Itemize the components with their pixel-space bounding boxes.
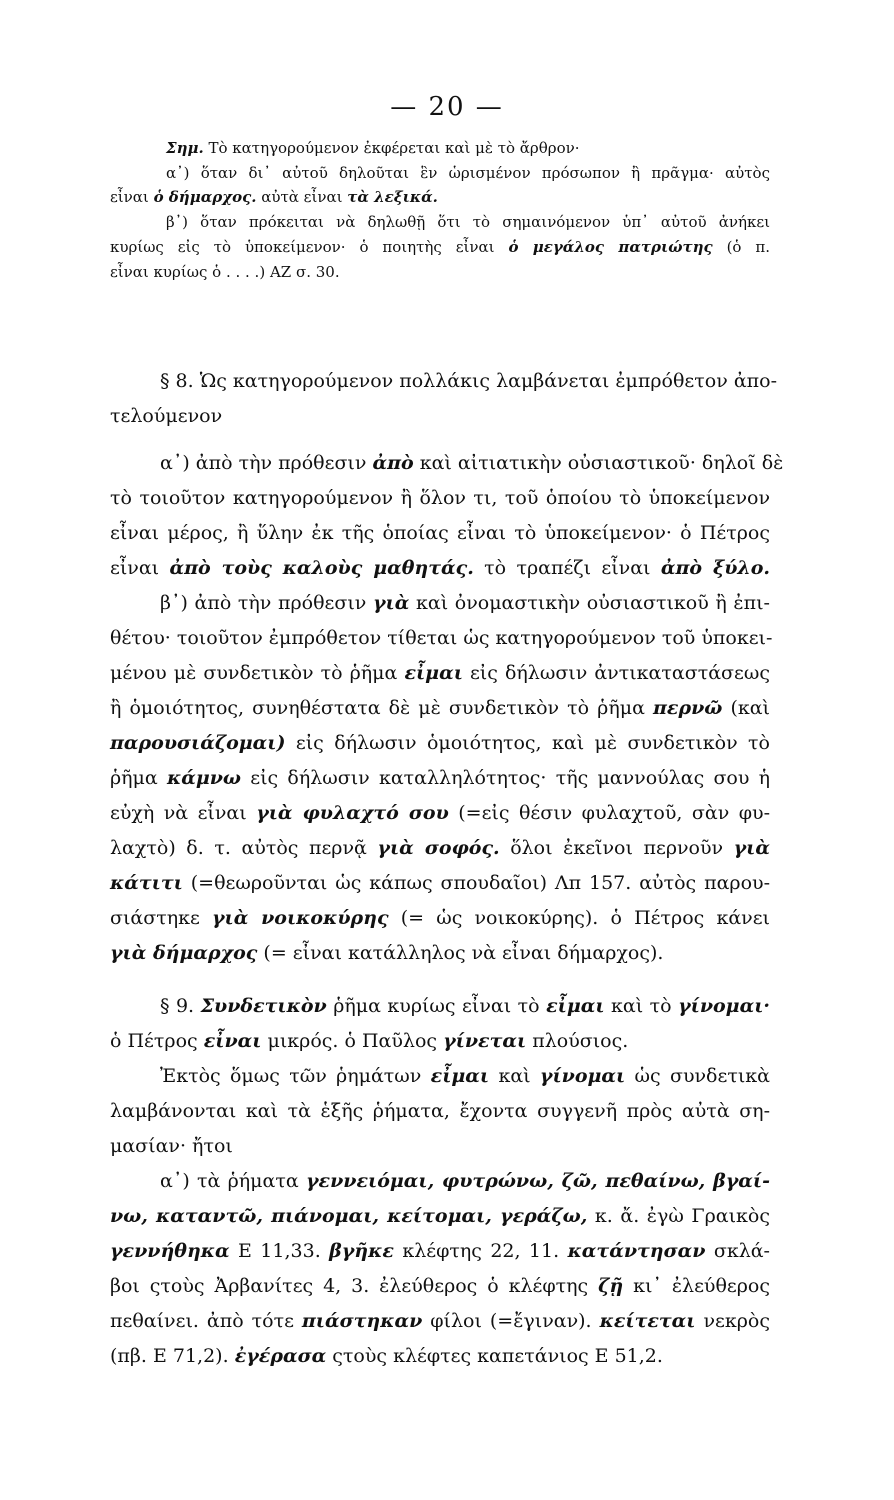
- s8-b-line-6: ῥῆμα κάμνω εἰς δήλωσιν καταλληλότητος· τῆς μαννούλας σου ἡ: [110, 767, 771, 789]
- s9-p2-line-1: Ἐκτὸς ὅμως τῶν ῥημάτων εἶμαι καὶ γίνομαι ὡς συνδετικὰ: [160, 1065, 771, 1087]
- note-line-4: β᾽) ὅταν πρόκειται νὰ δηλωθῇ ὅτι τὸ σημαινόμενον ὑπ᾽ αὐτοῦ ἀνήκει: [166, 213, 770, 232]
- s8-b-line-8: λαχτὸ) δ. τ. αὐτὸς περνᾷ γιὰ σοφός. ὅλοι ἐκεῖνοι περνοῦν γιὰ: [110, 837, 770, 859]
- note-line-5: κυρίως εἰς τὸ ὑποκείμενον· ὁ ποιητὴς εἶναι ὁ μεγάλος πατριώτης (ὁ π.: [110, 237, 770, 256]
- s8-a-line-3: εἶναι μέρος, ἢ ὕλην ἐκ τῆς ὁποίας εἶναι τὸ ὑποκείμενον· ὁ Πέτρος: [110, 522, 770, 544]
- note-line-1: Σημ. Τὸ κατηγορούμενον ἐκφέρεται καὶ μὲ τὸ ἄρθρον·: [166, 139, 580, 157]
- s9-a-line-5: πεθαίνει. ἀπὸ τότε πιάστηκαν φίλοι (=ἔγιναν). κείτεται νεκρὸς: [110, 1310, 770, 1332]
- s9-a-line-1: α᾽) τὰ ῥήματα γεννειόμαι, φυτρώνω, ζῶ, πεθαίνω, βγαί-: [160, 1170, 770, 1192]
- s9-p2-line-3: μασίαν· ἤτοι: [110, 1135, 233, 1157]
- note-line-2: α᾽) ὅταν δι᾽ αὐτοῦ δηλοῦται ἓν ὡρισμένον πρόσωπον ἢ πρᾶγμα· αὐτὸς: [166, 163, 770, 182]
- page-number: — 20 —: [390, 92, 504, 122]
- s8-b-line-5: παρουσιάζομαι) εἰς δήλωσιν ὁμοιότητος, καὶ μὲ συνδετικὸν τὸ: [110, 732, 770, 754]
- s9-a-line-2: νω, καταντῶ, πιάνομαι, κείτομαι, γεράζω, κ. ἄ. ἐγὼ Γραικὸς: [110, 1205, 770, 1227]
- s8-b-line-1: β᾽) ἀπὸ τὴν πρόθεσιν γιὰ καὶ ὀνομαστικὴν οὐσιαστικοῦ ἢ ἐπι-: [160, 592, 770, 614]
- s8-b-line-7: εὐχὴ νὰ εἶναι γιὰ φυλαχτό σου (=εἰς θέσιν φυλαχτοῦ, σὰν φυ-: [110, 802, 770, 824]
- main-text: [110, 364, 784, 1374]
- section-8-line-2: τελούμενον: [110, 405, 223, 427]
- s8-a-line-4: εἶναι ἀπὸ τοὺς καλοὺς μαθητάς. τὸ τραπέζι εἶναι ἀπὸ ξύλο.: [110, 557, 771, 579]
- s8-b-line-9: κάτιτι (=θεωροῦνται ὡς κάπως σπουδαῖοι) Λπ 157. αὐτὸς παρου-: [110, 872, 770, 894]
- section-9-heading: § 9. Συνδετικὸν ῥῆμα κυρίως εἶναι τὸ εἶμαι καὶ τὸ γίνομαι·: [160, 995, 771, 1017]
- note-block: [110, 136, 770, 284]
- s8-b-line-10: σιάστηκε γιὰ νοικοκύρης (= ὡς νοικοκύρης). ὁ Πέτρος κάνει: [110, 907, 770, 929]
- section-9-line-2: ὁ Πέτρος εἶναι μικρός. ὁ Παῦλος γίνεται πλούσιος.: [110, 1030, 629, 1052]
- s9-a-line-4: βοι ςτοὺς Ἀρβανίτες 4, 3. ἐλεύθερος ὁ κλέφτης ζῇ κι᾽ ἐλεύθερος: [110, 1275, 771, 1297]
- s8-b-line-2: θέτου· τοιοῦτον ἐμπρόθετον τίθεται ὡς κατηγορούμενον τοῦ ὑποκει-: [110, 627, 773, 649]
- s9-p2-line-2: λαμβάνονται καὶ τὰ ἑξῆς ῥήματα, ἔχοντα συγγενῆ πρὸς αὐτὰ ση-: [110, 1100, 770, 1122]
- s8-b-line-11: γιὰ δήμαρχος (= εἶναι κατάλληλος νὰ εἶναι δήμαρχος).: [110, 942, 664, 964]
- s8-a-line-2: τὸ τοιοῦτον κατηγορούμενον ἢ ὅλον τι, τοῦ ὁποίου τὸ ὑποκείμενον: [110, 487, 770, 509]
- s8-a-line-1: α᾽) ἀπὸ τὴν πρόθεσιν ἀπὸ καὶ αἰτιατικὴν οὐσιαστικοῦ· δηλοῖ δὲ: [160, 452, 784, 474]
- note-line-6: εἶναι κυρίως ὁ . . . .) ΑΖ σ. 30.: [110, 262, 340, 281]
- s8-b-line-4: ἢ ὁμοιότητος, συνηθέστατα δὲ μὲ συνδετικὸν τὸ ῥῆμα περνῶ (καὶ: [110, 697, 771, 719]
- note-line-3: εἶναι ὁ δήμαρχος. αὐτὰ εἶναι τὰ λεξικά.: [110, 188, 438, 207]
- s9-a-line-6: (πβ. Ε 71,2). ἐγέρασα ςτοὺς κλέφτες καπετάνιος Ε 51,2.: [110, 1345, 663, 1367]
- section-8-heading: § 8. Ὡς κατηγορούμενον πολλάκις λαμβάνεται ἐμπρόθετον ἀπο-: [160, 370, 777, 392]
- s9-a-line-3: γεννήθηκα Ε 11,33. βγῆκε κλέφτης 22, 11. κατάντησαν σκλά-: [110, 1240, 770, 1262]
- s8-b-line-3: μένου μὲ συνδετικὸν τὸ ῥῆμα εἶμαι εἰς δήλωσιν ἀντικαταστάσεως: [110, 662, 770, 684]
